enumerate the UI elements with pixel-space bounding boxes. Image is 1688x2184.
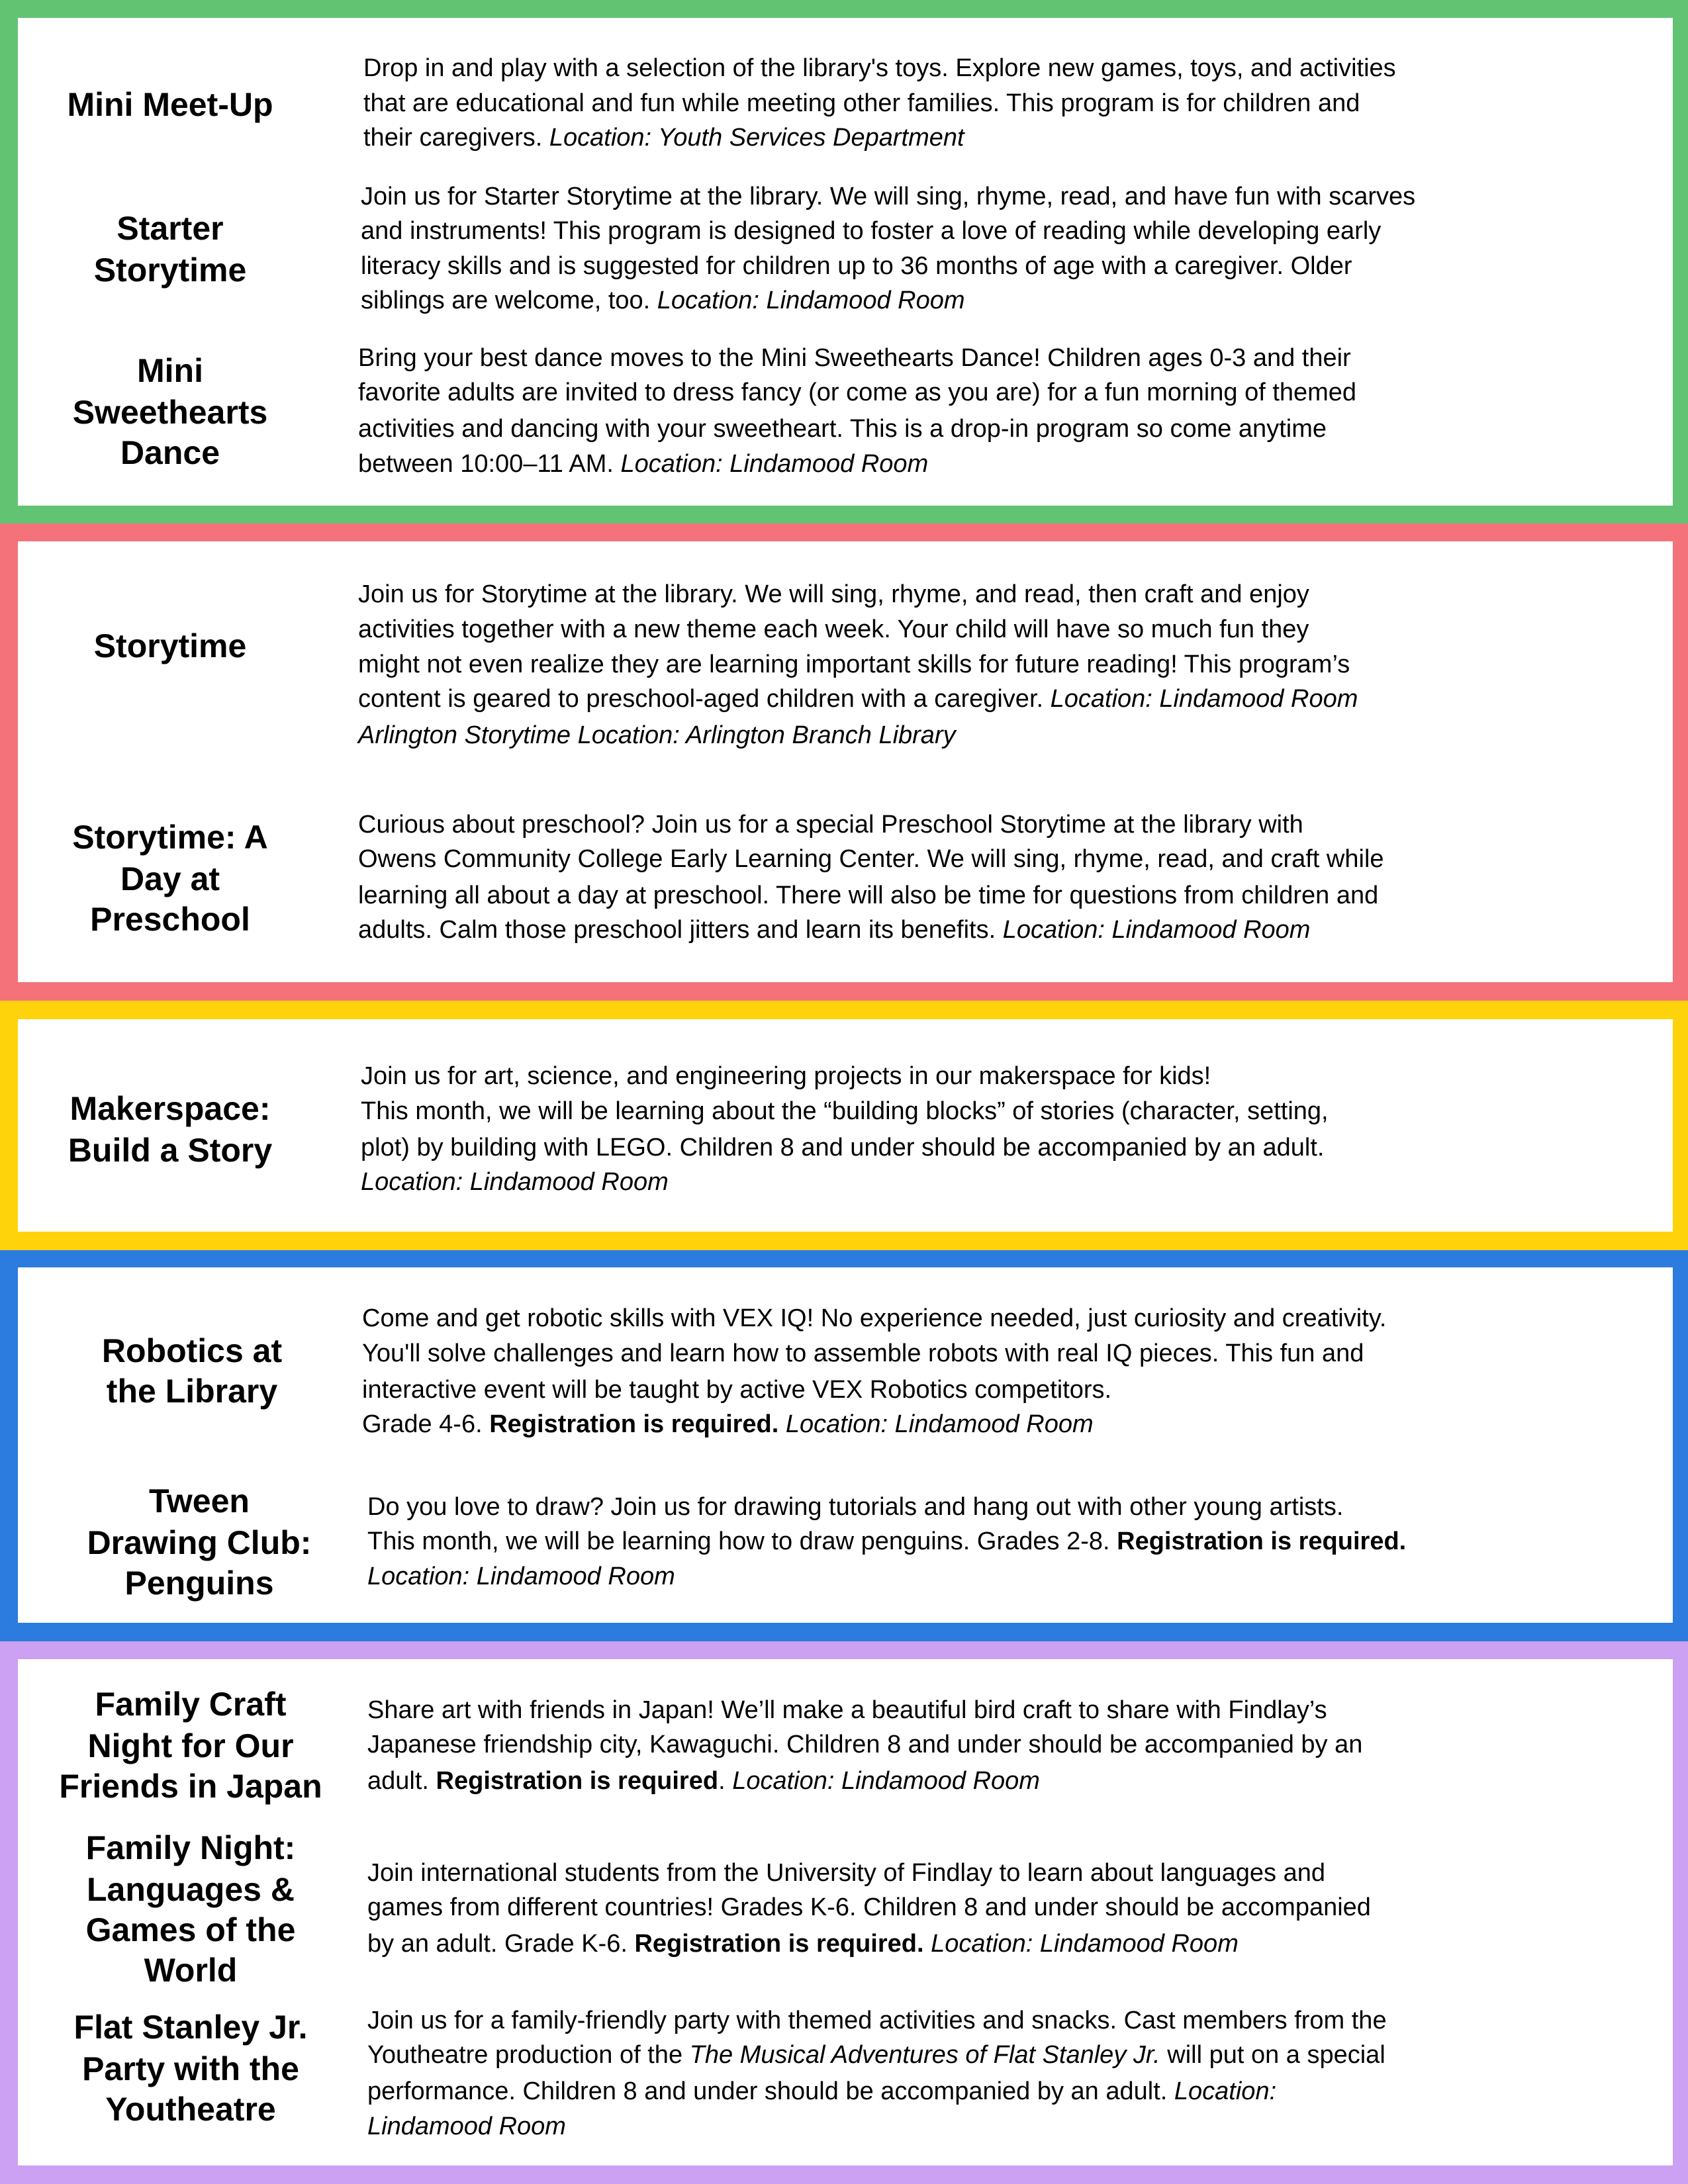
- program-title-line: Sweethearts: [72, 394, 268, 431]
- program-title-line: Family Craft: [95, 1686, 287, 1723]
- description-line: [358, 615, 1309, 644]
- program-title-line: Games of the: [85, 1911, 296, 1948]
- program-title: [74, 2007, 308, 2130]
- description-text: Curious about preschool? Join us for a special Preschool Storytime at the library with: [358, 811, 1303, 839]
- description-line: [358, 580, 1309, 609]
- location-text: The Musical Adventures of Flat Stanley Jr.: [689, 2041, 1160, 2069]
- program-title-line: Penguins: [124, 1565, 274, 1602]
- program-title: [68, 1088, 272, 1171]
- description-line: [358, 810, 1303, 839]
- description-text: favorite adults are invited to dress fancy (or come as you are) for a fun morning of themed: [358, 379, 1357, 406]
- program-title-line: Storytime: [93, 627, 247, 664]
- description-text: [924, 1930, 931, 1958]
- description-text: Join us for art, science, and engineering projects in our makerspace for kids!: [361, 1062, 1211, 1090]
- program-title-line: Day at: [120, 860, 220, 897]
- description-line: [361, 1133, 1324, 1162]
- location-text: Location: Lindamood Room: [785, 1410, 1094, 1438]
- description-text: Join us for Storytime at the library. We will sing, rhyme, and read, then craft and enjoy: [358, 580, 1309, 608]
- description-text: Do you love to draw? Join us for drawing tutorials and hang out with other young artists.: [367, 1493, 1344, 1521]
- description-line: [367, 1858, 1325, 1888]
- description-line: [367, 1562, 675, 1591]
- description-line: [367, 2040, 1385, 2070]
- program-title-line: Build a Story: [68, 1132, 273, 1169]
- description-line: [358, 449, 928, 478]
- description-text: This month, we will be learning how to draw penguins. Grades 2-8.: [367, 1527, 1117, 1555]
- program-title: [67, 84, 273, 125]
- description-line: [367, 1893, 1371, 1922]
- location-text: Location: Lindamood Room: [732, 1767, 1040, 1795]
- description-text: This month, we will be learning about the “building blocks” of stories (character, setting,: [361, 1097, 1329, 1125]
- program-title: [102, 1330, 282, 1412]
- registration-note: Registration is required.: [1117, 1527, 1407, 1555]
- description-line: [363, 89, 1360, 118]
- description-text: activities together with a new theme each week. Your child will have so much fun they: [358, 615, 1309, 643]
- description-text: plot) by building with LEGO. Children 8 and under should be accompanied by an adult.: [361, 1134, 1325, 1161]
- description-text: Share art with friends in Japan! We’ll make a beautiful bird craft to share with Findlay’s: [367, 1696, 1327, 1724]
- description-text: Come and get robotic skills with VEX IQ! No experience needed, just curiosity and creativity.: [362, 1304, 1387, 1332]
- description-line: [358, 650, 1350, 679]
- description-text: siblings are welcome, too.: [361, 287, 657, 314]
- program-title-line: Party with the: [82, 2050, 299, 2087]
- location-text: Location: Lindamood Room: [1002, 916, 1311, 944]
- description-text: performance. Children 8 and under should be accompanied by an adult.: [367, 2077, 1174, 2105]
- location-text: Location: Youth Services Department: [549, 124, 964, 152]
- description-text: activities and dancing with your sweetheart. This is a drop-in program so come anytime: [358, 415, 1327, 443]
- description-line: [361, 216, 1381, 246]
- description-line: [361, 1167, 669, 1197]
- description-text: their caregivers.: [363, 124, 549, 152]
- description-line: [367, 2112, 566, 2141]
- description-line: [361, 1062, 1211, 1091]
- description-text: Join us for Starter Storytime at the library. We will sing, rhyme, read, and have fun with scarves: [361, 183, 1416, 210]
- description-text: and instruments! This program is designed to foster a love of reading while developing early: [361, 217, 1382, 245]
- description-text: Bring your best dance moves to the Mini Sweethearts Dance! Children ages 0-3 and their: [358, 344, 1351, 372]
- description-text: Youtheatre production of the: [367, 2041, 690, 2069]
- description-line: [367, 2077, 1276, 2106]
- description-text: You'll solve challenges and learn how to assemble robots with real IQ pieces. This fun and: [362, 1340, 1364, 1367]
- description-line: [367, 2006, 1387, 2035]
- description-line: [358, 414, 1327, 443]
- description-line: [362, 1375, 1111, 1404]
- description-line: [367, 1527, 1406, 1556]
- description-line: [361, 251, 1352, 281]
- description-text: Japanese friendship city, Kawaguchi. Children 8 and under should be accompanied by an: [367, 1731, 1363, 1758]
- description-line: [358, 721, 956, 750]
- program-title: [86, 1827, 296, 1991]
- description-text: Owens Community College Early Learning Center. We will sing, rhyme, read, and craft while: [358, 845, 1384, 873]
- description-text: [778, 1410, 786, 1438]
- location-text: Arlington Storytime Location: Arlington Branch Library: [358, 721, 956, 749]
- registration-note: Registration is required.: [489, 1410, 779, 1438]
- program-title-line: Languages &: [87, 1871, 295, 1908]
- description-text: interactive event will be taught by active VEX Robotics competitors.: [362, 1376, 1112, 1404]
- program-title-line: Mini Meet-Up: [67, 86, 273, 123]
- location-text: Lindamood Room: [367, 2113, 566, 2140]
- description-line: [358, 378, 1356, 407]
- program-title-line: Tween: [149, 1482, 250, 1520]
- description-line: [362, 1339, 1364, 1368]
- description-line: [363, 123, 964, 152]
- location-text: Location: Lindamood Room: [367, 1563, 675, 1590]
- description-text: by an adult. Grade K-6.: [367, 1930, 635, 1958]
- description-text: .: [718, 1767, 733, 1795]
- program-title: [94, 208, 247, 291]
- program-title-line: Storytime: [93, 251, 247, 289]
- program-title: [87, 1480, 312, 1604]
- description-line: [362, 1410, 1094, 1439]
- description-line: [363, 54, 1396, 83]
- description-text: content is geared to preschool-aged children with a caregiver.: [358, 685, 1051, 713]
- location-text: Location: Lindamood Room: [931, 1930, 1239, 1958]
- description-line: [362, 1304, 1386, 1333]
- description-text: Join international students from the University of Findlay to learn about languages and: [367, 1859, 1325, 1887]
- description-line: [367, 1696, 1327, 1725]
- description-line: [358, 844, 1384, 874]
- description-line: [358, 343, 1351, 373]
- program-title-line: Night for Our: [87, 1727, 294, 1764]
- program-title-line: World: [144, 1952, 238, 1989]
- program-title-line: Youtheatre: [105, 2091, 276, 2128]
- program-title-line: Dance: [120, 434, 220, 471]
- location-text: Location: Lindamood Room: [620, 450, 929, 478]
- program-title-line: Preschool: [90, 901, 250, 938]
- description-line: [367, 1492, 1343, 1522]
- description-text: between 10:00–11 AM.: [358, 450, 621, 478]
- description-text: Drop in and play with a selection of the library's toys. Explore new games, toys, and activities: [363, 54, 1396, 82]
- description-text: adult.: [367, 1767, 436, 1795]
- program-title: [72, 817, 267, 940]
- description-line: [367, 1730, 1362, 1759]
- description-text: literacy skills and is suggested for children up to 36 months of age with a caregiver. Older: [361, 252, 1352, 280]
- description-text: will put on a special: [1160, 2041, 1385, 2069]
- description-line: [367, 1929, 1239, 1958]
- description-line: [367, 1766, 1040, 1796]
- description-text: Join us for a family-friendly party with themed activities and snacks. Cast members from the: [367, 2007, 1387, 2034]
- description-text: learning all about a day at preschool. There will also be time for questions from children and: [358, 882, 1379, 909]
- program-title-line: Family Night:: [85, 1829, 296, 1866]
- description-text: might not even realize they are learning important skills for future reading! This program’s: [358, 651, 1350, 678]
- program-title-line: Flat Stanley Jr.: [73, 2009, 308, 2046]
- location-text: Location: Lindamood Room: [657, 287, 965, 314]
- program-title-line: Starter: [117, 210, 224, 247]
- location-text: Location: Lindamood Room: [1050, 685, 1358, 713]
- registration-note: Registration is required.: [634, 1930, 924, 1958]
- program-title-line: Robotics at: [101, 1332, 283, 1369]
- description-text: Grade 4-6.: [362, 1410, 490, 1438]
- description-line: [361, 286, 965, 315]
- location-text: Location:: [1174, 2077, 1277, 2105]
- description-text: adults. Calm those preschool jitters and learn its benefits.: [358, 916, 1003, 944]
- program-title-line: Friends in Japan: [59, 1768, 322, 1805]
- description-line: [361, 182, 1415, 211]
- description-line: [358, 881, 1378, 910]
- program-title-line: the Library: [106, 1373, 278, 1410]
- description-line: [361, 1097, 1329, 1126]
- program-title-line: Makerspace:: [70, 1090, 271, 1127]
- description-line: [358, 915, 1310, 944]
- program-title-line: Storytime: A: [72, 819, 268, 856]
- program-title-line: Drawing Club:: [87, 1524, 312, 1561]
- program-title: [59, 1684, 322, 1807]
- program-title-line: Mini: [137, 352, 203, 389]
- program-title: [94, 625, 247, 666]
- program-title: [73, 350, 268, 473]
- location-text: Location: Lindamood Room: [361, 1168, 669, 1196]
- registration-note: Registration is required: [436, 1767, 719, 1795]
- description-line: [358, 684, 1358, 713]
- description-text: that are educational and fun while meeting other families. This program is for children and: [363, 89, 1360, 117]
- description-text: games from different countries! Grades K-6. Children 8 and under should be accompanied: [367, 1893, 1371, 1921]
